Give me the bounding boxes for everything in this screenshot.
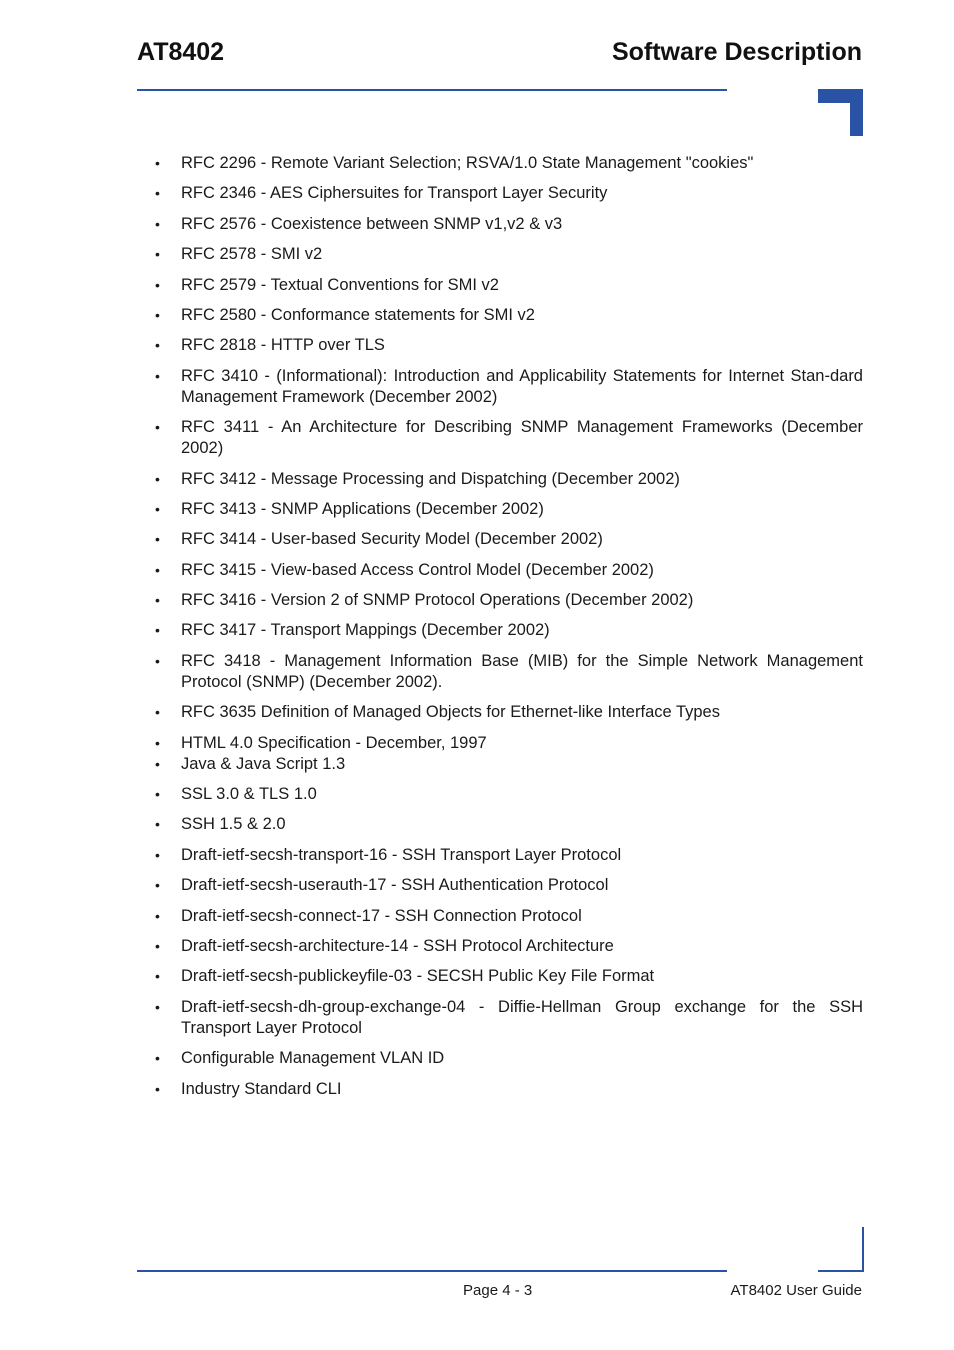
footer-corner-mark (818, 1227, 864, 1272)
list-item-text: Industry Standard CLI (181, 1079, 342, 1098)
list-item (155, 906, 863, 927)
list-item-text: RFC 3415 - View-based Access Control Model (December 2002) (181, 560, 654, 579)
list-item-text: RFC 3410 - (Informational): Introduction and Applicability Statements for Internet Stan-dard Management Framework (December 2002) (181, 366, 863, 406)
header-section-title: Software Description (611, 38, 862, 66)
list-item (155, 335, 863, 356)
list-item-text: RFC 2579 - Textual Conventions for SMI v2 (181, 275, 499, 294)
header-product: AT8402 (137, 38, 225, 66)
bullet-glyph: • (155, 846, 160, 863)
list-item (155, 997, 863, 1039)
list-item-text: RFC 2346 - AES Ciphersuites for Transport Layer Security (181, 184, 608, 203)
list-item-text: Draft-ietf-secsh-userauth-17 - SSH Authentication Protocol (181, 876, 609, 895)
page-number: Page 4 - 3 (463, 1282, 533, 1299)
bullet-glyph: • (155, 215, 160, 232)
list-item (155, 651, 863, 693)
bullet-glyph: • (155, 276, 160, 293)
bullet-glyph: • (155, 877, 160, 894)
list-item (155, 499, 863, 520)
footer-guide-title: AT8402 User Guide (730, 1282, 862, 1299)
bullet-glyph: • (155, 652, 160, 669)
list-item (155, 305, 863, 326)
list-item-text: RFC 2578 - SMI v2 (181, 245, 323, 264)
list-item-text: Draft-ietf-secsh-dh-group-exchange-04 - Diffie-Hellman Group exchange for the SSH Transport Layer Protocol (181, 997, 863, 1037)
bullet-glyph: • (155, 185, 160, 202)
bullet-glyph: • (155, 561, 160, 578)
bullet-glyph: • (155, 337, 160, 354)
bullet-glyph: • (155, 306, 160, 323)
bullet-glyph: • (155, 816, 160, 833)
bullet-glyph: • (155, 592, 160, 609)
footer-rule (137, 1270, 727, 1272)
list-item-text: SSH 1.5 & 2.0 (181, 815, 286, 834)
list-item (155, 529, 863, 550)
header-rule (137, 89, 727, 91)
list-item (155, 845, 863, 866)
list-item (155, 936, 863, 957)
header-corner-mark (818, 89, 863, 136)
list-item (155, 875, 863, 896)
standards-list (155, 153, 863, 1109)
bullet-glyph: • (155, 998, 160, 1015)
list-item-text: Draft-ietf-secsh-publickeyfile-03 - SECSH Public Key File Format (181, 967, 655, 986)
list-item-text: Draft-ietf-secsh-transport-16 - SSH Transport Layer Protocol (181, 845, 622, 864)
list-item-text: RFC 2576 - Coexistence between SNMP v1,v2 & v3 (181, 214, 563, 233)
list-item (155, 966, 863, 987)
list-item-text: RFC 2580 - Conformance statements for SMI v2 (181, 305, 535, 324)
list-item (155, 754, 863, 775)
list-item (155, 814, 863, 835)
list-item (155, 702, 863, 723)
list-item (155, 366, 863, 408)
bullet-glyph: • (155, 968, 160, 985)
list-item-text: RFC 3635 Definition of Managed Objects for Ethernet-like Interface Types (181, 703, 720, 722)
list-item (155, 214, 863, 235)
bullet-glyph: • (155, 367, 160, 384)
list-item (155, 590, 863, 611)
list-item-text: RFC 3418 - Management Information Base (MIB) for the Simple Network Management Protocol (SNMP) (December 2002). (181, 651, 863, 691)
list-item-text: RFC 3417 - Transport Mappings (December 2002) (181, 621, 550, 640)
bullet-glyph: • (155, 786, 160, 803)
list-item-text: Configurable Management VLAN ID (181, 1049, 445, 1068)
list-item-text: Java & Java Script 1.3 (181, 754, 346, 773)
bullet-glyph: • (155, 734, 160, 751)
list-item (155, 417, 863, 459)
list-item (155, 275, 863, 296)
bullet-glyph: • (155, 470, 160, 487)
list-item-text: RFC 3412 - Message Processing and Dispatching (December 2002) (181, 469, 680, 488)
list-item-text: RFC 2818 - HTTP over TLS (181, 336, 385, 355)
list-item-text: RFC 3414 - User-based Security Model (December 2002) (181, 530, 603, 549)
bullet-glyph: • (155, 704, 160, 721)
list-item-text: RFC 3416 - Version 2 of SNMP Protocol Operations (December 2002) (181, 591, 694, 610)
list-item (155, 560, 863, 581)
bullet-glyph: • (155, 622, 160, 639)
list-item (155, 1048, 863, 1069)
list-item (155, 784, 863, 805)
list-item-text: SSL 3.0 & TLS 1.0 (181, 785, 317, 804)
bullet-glyph: • (155, 419, 160, 436)
bullet-glyph: • (155, 907, 160, 924)
list-item (155, 469, 863, 490)
list-item (155, 620, 863, 641)
list-item (155, 1079, 863, 1100)
bullet-glyph: • (155, 531, 160, 548)
list-item (155, 153, 863, 174)
bullet-glyph: • (155, 155, 160, 171)
list-item (155, 244, 863, 265)
bullet-glyph: • (155, 937, 160, 954)
list-item-text: RFC 2296 - Remote Variant Selection; RSVA/1.0 State Management "cookies" (181, 154, 754, 172)
bullet-glyph: • (155, 1080, 160, 1097)
list-item (155, 733, 863, 754)
bullet-glyph: • (155, 246, 160, 263)
bullet-glyph: • (155, 500, 160, 517)
bullet-glyph: • (155, 1050, 160, 1067)
list-item-text: RFC 3413 - SNMP Applications (December 2002) (181, 499, 544, 518)
list-item (155, 183, 863, 204)
bullet-glyph: • (155, 755, 160, 772)
list-item-text: Draft-ietf-secsh-architecture-14 - SSH Protocol Architecture (181, 936, 614, 955)
list-item-text: HTML 4.0 Specification - December, 1997 (181, 733, 487, 752)
list-item-text: RFC 3411 - An Architecture for Describing SNMP Management Frameworks (December 2002) (181, 418, 863, 458)
list-item-text: Draft-ietf-secsh-connect-17 - SSH Connection Protocol (181, 906, 582, 925)
